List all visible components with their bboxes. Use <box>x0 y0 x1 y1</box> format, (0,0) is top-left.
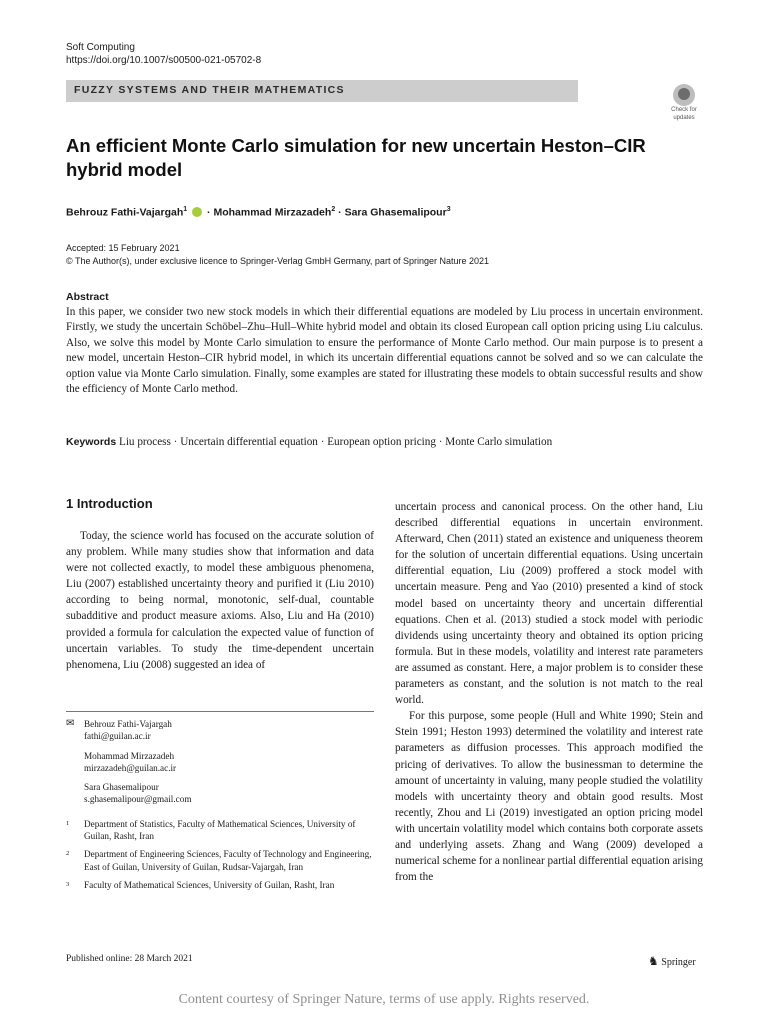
article-title: An efficient Monte Carlo simulation for new uncertain Heston–CIR hybrid model <box>66 135 646 180</box>
contact-name: Behrouz Fathi-Vajargah <box>84 719 172 729</box>
affiliation <box>66 818 374 843</box>
affiliation-text: Faculty of Mathematical Sciences, University of Guilan, Rasht, Iran <box>84 879 335 890</box>
author-list <box>66 203 451 220</box>
footnote-divider <box>66 711 374 712</box>
contact-name: Mohammad Mirzazadeh <box>84 750 175 761</box>
keywords-line <box>66 435 552 450</box>
journal-header <box>66 41 261 67</box>
affiliation-text: Department of Engineering Sciences, Faculty of Technology and Engineering, East of Guilan, University of Guilan, Rudsar-Vajargah, Iran <box>84 849 372 872</box>
contact-email[interactable]: s.ghasemalipour@gmail.com <box>84 794 192 805</box>
doi-link[interactable]: https://doi.org/10.1007/s00500-021-05702-8 <box>66 55 262 66</box>
copyright-line: © The Author(s), under exclusive licence to Springer-Verlag GmbH Germany, part of Springer Nature 2021 <box>66 256 489 266</box>
keywords-label: Keywords <box>66 436 117 448</box>
affiliation-number: 1 <box>66 819 70 827</box>
section-heading-introduction: 1 Introduction <box>66 496 153 511</box>
affiliation <box>66 848 374 873</box>
section-banner <box>66 80 578 102</box>
abstract-heading: Abstract <box>66 291 109 303</box>
intro-paragraph: uncertain process and canonical process. On the other hand, Liu described differential equations in uncertain environment. Afterward, Chen (2011) stated an existence and uniqueness theorem for the solution of uncertain differential equations. Using uncertain differential equation, Liu (2009) proffered a stock model with uncertain measure. Peng and Yao (2010) presented a kind of stock model based on uncertainty theory and uncertain differential equations. Chen et al. (2013) studied a stock model with periodic dividends using uncertainty theory and obtained its option pricing formula. But in these models, volatility and interest rate parameters are assumed as constant. Here, a major problem is to consider these parameters as constant, and the solution is not match to the real world. <box>395 501 703 707</box>
check-badge-line2: updates <box>673 115 695 121</box>
update-check-icon <box>673 84 695 106</box>
author-affiliation-mark: 1 <box>183 206 188 213</box>
journal-name: Soft Computing <box>66 42 135 53</box>
intro-paragraph: Today, the science world has focused on the accurate solution of any problem. While many studies show that information and data were not collected exactly, to model these ambiguous phenomena, Liu (2007) established uncertainty theory and purified it (Liu 2010) according to being normal, monotonic, self-dual, countable subadditive and product measure axioms. Also, Liu and Ha (2010) provided a formula for calculation the expected value of function of uncertain variables. To study the time-dependent uncertain phenomena, Liu (2008) suggested an idea of <box>66 530 374 671</box>
contact-email[interactable]: mirzazadeh@guilan.ac.ir <box>84 762 177 773</box>
author-separator: · <box>204 206 214 219</box>
section-banner-label: FUZZY SYSTEMS AND THEIR MATHEMATICS <box>74 84 345 96</box>
affiliation <box>66 879 374 891</box>
intro-left-column <box>66 528 374 673</box>
author-name[interactable]: Sara Ghasemalipour <box>344 206 447 219</box>
accepted-date: Accepted: 15 February 2021 <box>66 243 180 253</box>
article-history <box>66 242 489 268</box>
contact-email[interactable]: fathi@guilan.ac.ir <box>84 731 151 742</box>
author-separator: · <box>335 206 345 219</box>
corresponding-author <box>66 718 374 743</box>
author-affiliation-mark: 2 <box>331 206 336 213</box>
author-name[interactable]: Mohammad Mirzazadeh <box>213 206 332 219</box>
orcid-icon[interactable] <box>192 207 202 217</box>
courtesy-watermark: Content courtesy of Springer Nature, terms of use apply. Rights reserved. <box>178 992 590 1007</box>
publisher-logo <box>648 954 696 969</box>
intro-right-column <box>395 499 703 885</box>
check-for-updates-badge[interactable] <box>664 84 704 124</box>
publisher-name: Springer <box>661 957 696 968</box>
springer-horse-icon: ♞ <box>648 954 659 968</box>
envelope-icon: ✉ <box>66 718 75 729</box>
affiliation-number: 2 <box>66 850 70 858</box>
contact-entry <box>84 781 374 806</box>
intro-paragraph: For this purpose, some people (Hull and White 1990; Stein and Stein 1991; Heston 1993) determined the volatility and interest rate parameters as diffusion processes. This approach modified the pricing of derivatives. To allow the businessman to determine the amount of uncertainty in valuing, many people studied the volatility models with uncertainty theory and obtain good results. Most recently, Zhou and Li (2019) investigated an option pricing model with uncertain volatility model which contains both corporate assets and underlying assets. Zhang and Wang (2009) developed a numerical scheme for a nonlinear partial differential equation arising from the <box>395 710 703 884</box>
footnotes <box>66 718 374 897</box>
published-date: Published online: 28 March 2021 <box>66 954 193 964</box>
affiliation-text: Department of Statistics, Faculty of Mathematical Sciences, University of Guilan, Rasht, Iran <box>84 818 356 842</box>
check-badge-line1: Check for <box>671 107 697 113</box>
keywords-text: Liu process · Uncertain differential equation · European option pricing · Monte Carlo simulation <box>118 436 553 448</box>
author-affiliation-mark: 3 <box>446 206 451 213</box>
author-name[interactable]: Behrouz Fathi-Vajargah <box>66 206 184 219</box>
abstract-text: In this paper, we consider two new stock models in which their differential equations are modeled by Liu process in uncertain environment. Firstly, we study the uncertain Schöbel–Zhu–Hull–White hybrid model and obtain its closed European call option pricing using Liu calculus. Also, we solve this model by Monte Carlo simulation to ensure the performance of Monte Carlo method. Our main purpose is to present a new model, uncertain Heston–CIR hybrid model, in which its uncertain differential equations cannot be solved and so we can calculate the option value via Monte Carlo simulation. Finally, some examples are stated for illustrating these models to obtain successful results and show the efficiency of Monte Carlo method. <box>66 306 703 396</box>
contact-name: Sara Ghasemalipour <box>84 782 159 793</box>
contact-entry <box>84 750 374 775</box>
affiliation-number: 3 <box>66 880 70 888</box>
